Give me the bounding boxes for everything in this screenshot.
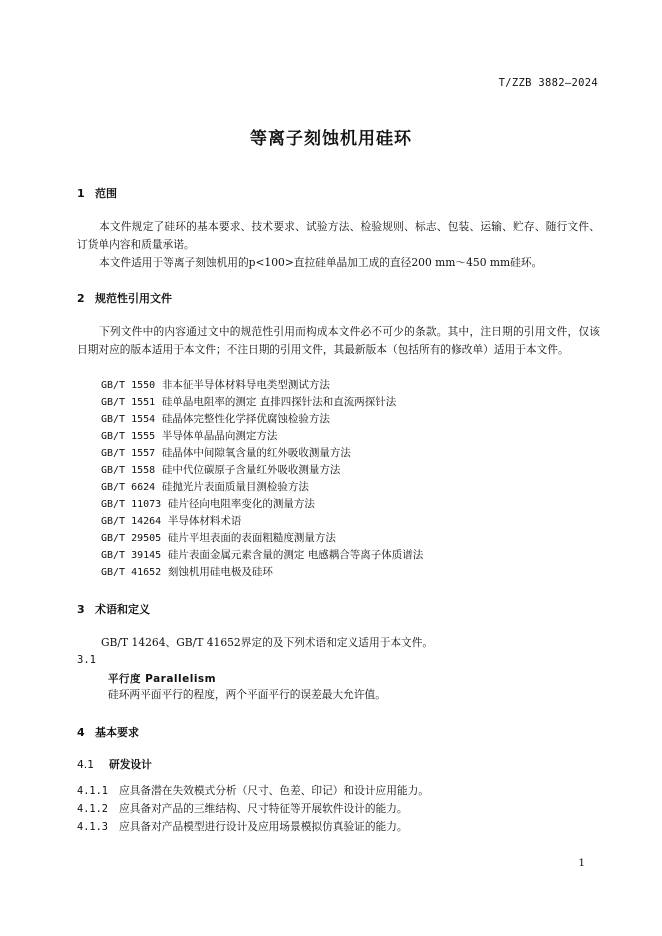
subsection-title: 研发设计 [109, 758, 152, 771]
page-number: 1 [578, 857, 585, 869]
section-number: 3 [77, 603, 85, 616]
clause-text: 应具备潜在失效模式分析（尺寸、色差、印记）和设计应用能力。 [119, 784, 429, 797]
section-title: 范围 [95, 187, 117, 200]
reference-item [101, 496, 315, 513]
reference-code: GB/T 41652 [101, 567, 162, 578]
subsection-number: 4.1 [77, 758, 94, 771]
reference-item [101, 445, 351, 462]
section-1-heading [77, 185, 117, 201]
reference-code: GB/T 1558 [101, 465, 156, 476]
reference-item [101, 428, 277, 445]
subsection-heading [77, 757, 152, 772]
reference-code: GB/T 1550 [101, 380, 156, 391]
reference-title: 硅中代位碳原子含量红外吸收测量方法 [161, 464, 341, 476]
section-number: 4 [77, 726, 85, 739]
reference-code: GB/T 1557 [101, 448, 156, 459]
reference-item [101, 479, 309, 496]
reference-title: 硅抛光片表面质量目测检验方法 [161, 481, 309, 493]
clause-item [77, 801, 408, 816]
section-2-heading [77, 290, 172, 306]
clause-number: 4.1.3 [77, 821, 108, 833]
reference-code: GB/T 1554 [101, 414, 156, 425]
reference-code: GB/T 6624 [101, 482, 156, 493]
reference-code: GB/T 11073 [101, 499, 162, 510]
section-title: 规范性引用文件 [95, 292, 172, 305]
reference-item [101, 394, 396, 411]
clause-number: 4.1.2 [77, 803, 108, 815]
reference-item [101, 530, 336, 547]
paragraph: 本文件规定了硅环的基本要求、技术要求、试验方法、检验规则、标志、包装、运输、贮存、随行文件、订货单内容和质量承诺。 [77, 220, 600, 251]
clause-item [77, 783, 429, 798]
clause-text: 应具备对产品的三维结构、尺寸特征等开展软件设计的能力。 [119, 802, 408, 815]
reference-item [101, 547, 423, 564]
reference-title: 硅单晶电阻率的测定 直排四探针法和直流两探针法 [161, 396, 397, 408]
term-name: 平行度 Parallelism [108, 673, 217, 685]
term-definition: 硅环两平面平行的程度，两个平面平行的误差最大允许值。 [108, 688, 386, 701]
section-title: 基本要求 [95, 726, 139, 739]
reference-title: 硅片平坦表面的表面粗糙度测量方法 [167, 532, 336, 544]
reference-item [101, 564, 273, 581]
paragraph: 本文件适用于等离子刻蚀机用的p<100>直拉硅单晶加工成的直径200 mm～450 mm硅环。 [99, 256, 543, 269]
document-number: T/ZZB 3882—2024 [498, 77, 598, 89]
reference-code: GB/T 14264 [101, 516, 162, 527]
reference-title: 硅片表面金属元素含量的测定 电感耦合等离子体质谱法 [167, 549, 424, 561]
page-title: 等离子刻蚀机用硅环 [250, 129, 412, 149]
reference-item [101, 462, 340, 479]
section-title: 术语和定义 [95, 603, 150, 616]
reference-title: 刻蚀机用硅电极及硅环 [167, 566, 273, 578]
reference-item [101, 377, 330, 394]
term-number: 3.1 [77, 654, 96, 666]
section-number: 1 [77, 187, 85, 200]
reference-item [101, 411, 330, 428]
section-number: 2 [77, 292, 85, 305]
reference-title: 硅片径向电阻率变化的测量方法 [167, 498, 315, 510]
reference-title: 半导体单晶晶向测定方法 [161, 430, 278, 442]
paragraph: 下列文件中的内容通过文中的规范性引用而构成本文件必不可少的条款。其中，注日期的引用文件，仅该日期对应的版本适用于本文件；不注日期的引用文件，其最新版本（包括所有的修改单）适用于本文件。 [77, 325, 600, 356]
clause-number: 4.1.1 [77, 785, 108, 797]
reference-code: GB/T 39145 [101, 550, 162, 561]
reference-title: 半导体材料术语 [167, 515, 242, 527]
reference-item [101, 513, 241, 530]
reference-title: 非本征半导体材料导电类型测试方法 [161, 379, 330, 391]
reference-title: 硅晶体完整性化学择优腐蚀检验方法 [161, 413, 330, 425]
section-3-heading [77, 601, 150, 617]
clause-text: 应具备对产品模型进行设计及应用场景模拟仿真验证的能力。 [119, 820, 408, 833]
reference-code: GB/T 29505 [101, 533, 162, 544]
reference-code: GB/T 1555 [101, 431, 156, 442]
reference-code: GB/T 1551 [101, 397, 156, 408]
reference-title: 硅晶体中间隙氧含量的红外吸收测量方法 [161, 447, 351, 459]
clause-item [77, 819, 408, 834]
section-4-heading [77, 724, 139, 740]
paragraph: GB/T 14264、GB/T 41652界定的及下列术语和定义适用于本文件。 [101, 636, 434, 649]
